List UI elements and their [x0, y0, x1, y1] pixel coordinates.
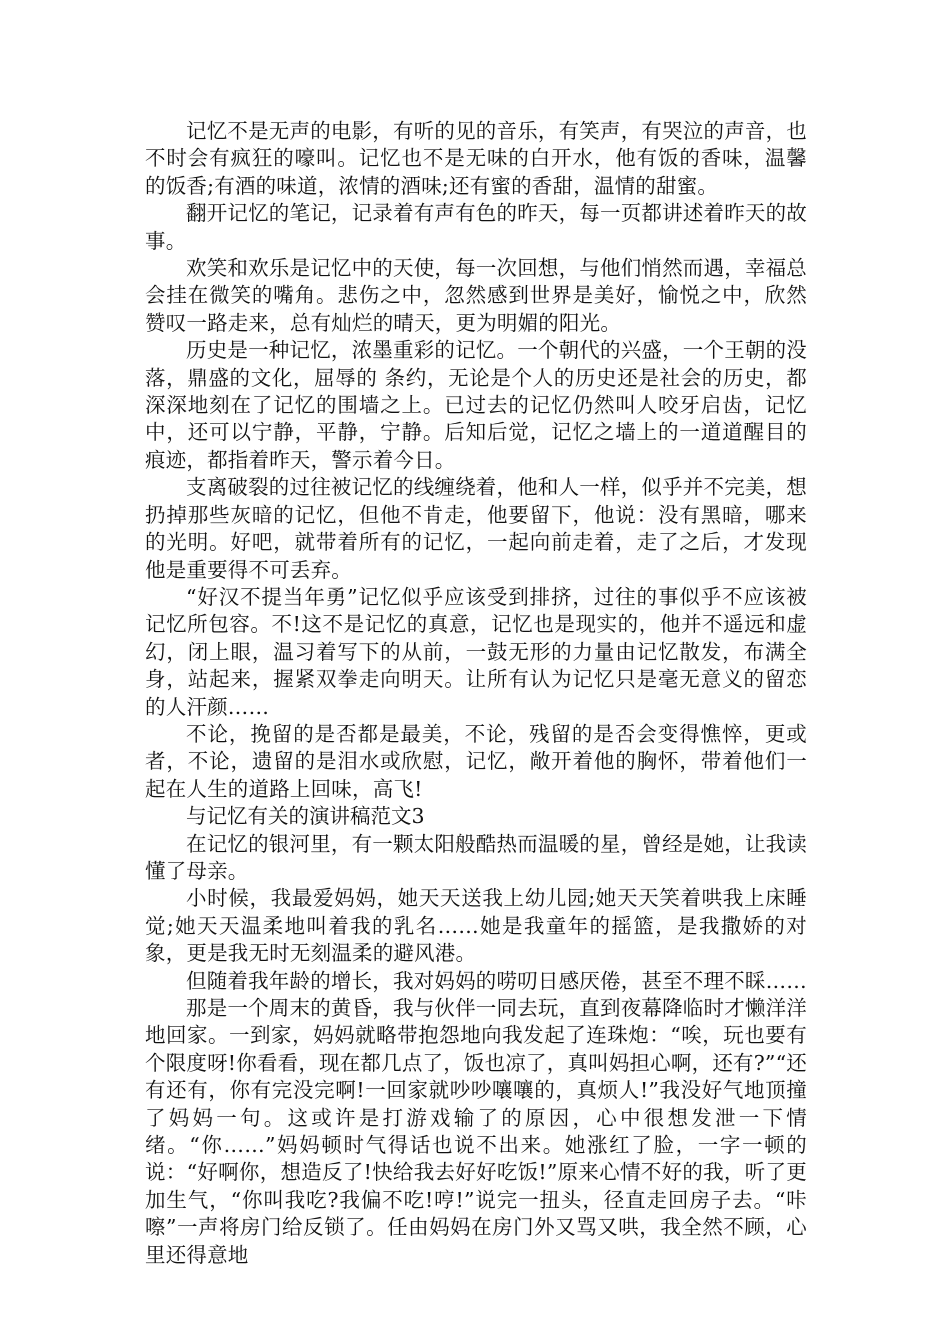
document-page — [145, 118, 807, 1269]
paragraph-7: 不论，挽留的是否都是最美，不论，残留的是否会变得憔悴，更或者，不论，遗留的是泪水或欣慰，记忆，敞开着他的胸怀，带着他们一起在人生的道路上回味，高飞! — [145, 721, 807, 801]
paragraph-6: “好汉不提当年勇”记忆似乎应该受到排挤，过往的事似乎不应该被记忆所包容。不!这不是记忆的真意，记忆也是现实的，他并不遥远和虚幻，闭上眼，温习着写下的从前，一鼓无形的力量由记忆散发，布满全身，站起来，握紧双拳走向明天。让所有认为记忆只是毫无意义的留恋的人汗颜…… — [145, 584, 807, 719]
paragraph-3: 欢笑和欢乐是记忆中的天使，每一次回想，与他们悄然而遇，幸福总会挂在微笑的嘴角。悲伤之中，忽然感到世界是美好，愉悦之中，欣然赞叹一路走来，总有灿烂的晴天，更为明媚的阳光。 — [145, 256, 807, 335]
paragraph-10: 但随着我年龄的增长，我对妈妈的唠叨日感厌倦，甚至不理不睬…… — [186, 968, 807, 993]
paragraph-8: 在记忆的银河里，有一颗太阳般酷热而温暖的星，曾经是她，让我读懂了母亲。 — [145, 831, 807, 883]
paragraph-2: 翻开记忆的笔记，记录着有声有色的昨天，每一页都讲述着昨天的故事。 — [145, 201, 807, 253]
paragraph-5: 支离破裂的过往被记忆的线缠绕着，他和人一样，似乎并不完美，想扔掉那些灰暗的记忆，但他不肯走，他要留下，他说：没有黑暗，哪来的光明。好吧，就带着所有的记忆，一起向前走着，走了之后，才发现他是重要得不可丢弃。 — [145, 475, 807, 582]
paragraph-9: 小时候，我最爱妈妈，她天天送我上幼儿园;她天天笑着哄我上床睡觉;她天天温柔地叫着我的乳名……她是我童年的摇篮，是我撒娇的对象，更是我无时无刻温柔的避风港。 — [145, 886, 807, 966]
paragraph-1: 记忆不是无声的电影，有听的见的音乐，有笑声，有哭泣的声音，也不时会有疯狂的嚎叫。记忆也不是无味的白开水，他有饭的香味，温馨的饭香;有酒的味道，浓情的酒味;还有蜜的香甜，温情的甜蜜。 — [145, 119, 807, 198]
paragraph-4: 历史是一种记忆，浓墨重彩的记忆。一个朝代的兴盛，一个王朝的没落，鼎盛的文化，屈辱的 条约，无论是个人的历史还是社会的历史，都深深地刻在了记忆的围墙之上。已过去的记忆仍然叫人咬牙启齿，记忆中，还可以宁静，平静，宁静。后知后觉，记忆之墙上的一道道醒目的痕迹，都指着昨天，警示着今日。 — [145, 338, 807, 472]
section-heading: 与记忆有关的演讲稿范文3 — [186, 804, 425, 829]
paragraph-11: 那是一个周末的黄昏，我与伙伴一同去玩，直到夜幕降临时才懒洋洋地回家。一到家，妈妈就略带抱怨地向我发起了连珠炮：“唉，玩也要有个限度呀!你看看，现在都几点了，饭也凉了，真叫妈担心啊，还有?”“还有还有，你有完没完啊!一回家就吵吵嚷嚷的，真烦人!”我没好气地顶撞了妈妈一句。这或许是打游戏输了的原因，心中很想发泄一下情绪。“你……”妈妈顿时气得话也说不出来。她涨红了脸，一字一顿的说：“好啊你，想造反了!快给我去好好吃饭!”原来心情不好的我，听了更加生气，“你叫我吃?我偏不吃!哼!”说完一扭头，径直走回房子去。“咔嚓”一声将房门给反锁了。任由妈妈在房门外又骂又哄，我全然不顾，心里还得意地 — [145, 996, 807, 1267]
